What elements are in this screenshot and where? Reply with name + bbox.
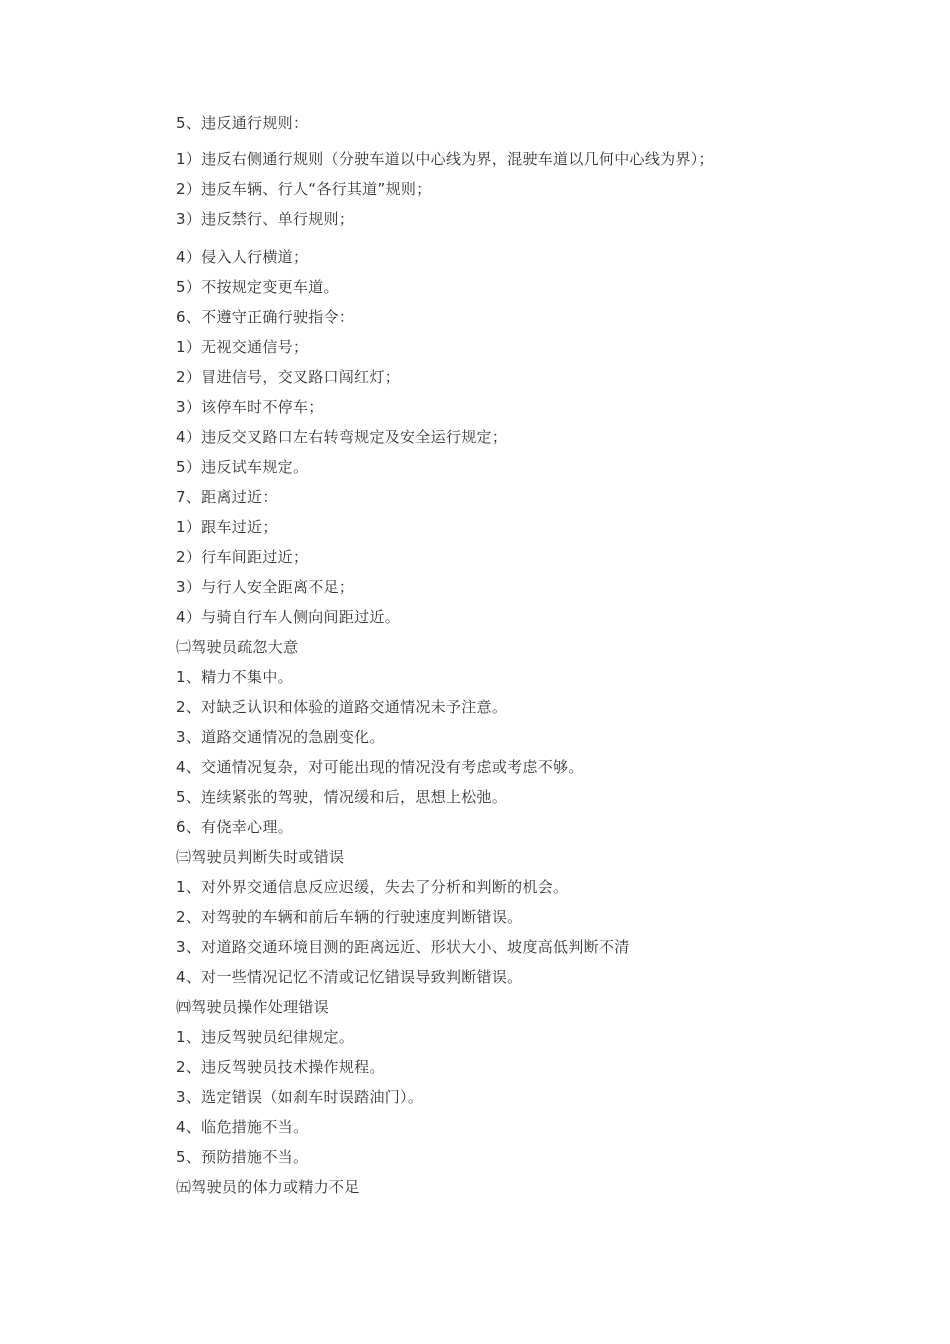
list-item: 3、对道路交通环境目测的距离远近、形状大小、坡度高低判断不清 xyxy=(176,938,630,956)
list-item: 6、有侥幸心理。 xyxy=(176,818,293,836)
chapter-heading: ㈢驾驶员判断失时或错误 xyxy=(176,848,345,866)
list-item: 2）行车间距过近； xyxy=(176,548,309,566)
list-item: 4）与骑自行车人侧向间距过近。 xyxy=(176,608,401,626)
list-item: 4、对一些情况记忆不清或记忆错误导致判断错误。 xyxy=(176,968,523,986)
list-item: 3、选定错误（如刹车时误踏油门）。 xyxy=(176,1088,424,1106)
list-item: 1）跟车过近； xyxy=(176,518,278,536)
section-heading: 7、距离过近： xyxy=(176,488,278,506)
list-item: 4、临危措施不当。 xyxy=(176,1118,309,1136)
list-item: 5、连续紧张的驾驶，情况缓和后，思想上松弛。 xyxy=(176,788,508,806)
list-item: 4）侵入人行横道； xyxy=(176,248,309,266)
list-item: 3）违反禁行、单行规则； xyxy=(176,210,355,228)
document-body xyxy=(176,108,896,1202)
list-item: 3）与行人安全距离不足； xyxy=(176,578,355,596)
list-item: 2）冒进信号，交叉路口闯红灯； xyxy=(176,368,401,386)
list-item: 2、对驾驶的车辆和前后车辆的行驶速度判断错误。 xyxy=(176,908,523,926)
chapter-heading: ㈣驾驶员操作处理错误 xyxy=(176,998,330,1016)
chapter-heading: ㈤驾驶员的体力或精力不足 xyxy=(176,1178,360,1196)
list-item: 1）无视交通信号； xyxy=(176,338,309,356)
list-item: 3、道路交通情况的急剧变化。 xyxy=(176,728,385,746)
list-item: 5）不按规定变更车道。 xyxy=(176,278,339,296)
list-item: 4、交通情况复杂，对可能出现的情况没有考虑或考虑不够。 xyxy=(176,758,584,776)
list-item: 2、违反驾驶员技术操作规程。 xyxy=(176,1058,385,1076)
chapter-heading: ㈡驾驶员疏忽大意 xyxy=(176,638,299,656)
list-item: 3）该停车时不停车； xyxy=(176,398,324,416)
list-item: 2）违反车辆、行人“各行其道”规则； xyxy=(176,180,432,198)
list-item: 5）违反试车规定。 xyxy=(176,458,309,476)
list-item: 2、对缺乏认识和体验的道路交通情况未予注意。 xyxy=(176,698,508,716)
section-heading: 5、违反通行规则： xyxy=(176,114,309,132)
list-item: 5、预防措施不当。 xyxy=(176,1148,309,1166)
list-item: 1、精力不集中。 xyxy=(176,668,293,686)
list-item: 1）违反右侧通行规则（分驶车道以中心线为界，混驶车道以几何中心线为界）； xyxy=(176,150,714,168)
list-item: 1、违反驾驶员纪律规定。 xyxy=(176,1028,355,1046)
list-item: 1、对外界交通信息反应迟缓，失去了分析和判断的机会。 xyxy=(176,878,569,896)
section-heading: 6、不遵守正确行驶指令： xyxy=(176,308,355,326)
list-item: 4）违反交叉路口左右转弯规定及安全运行规定； xyxy=(176,428,508,446)
